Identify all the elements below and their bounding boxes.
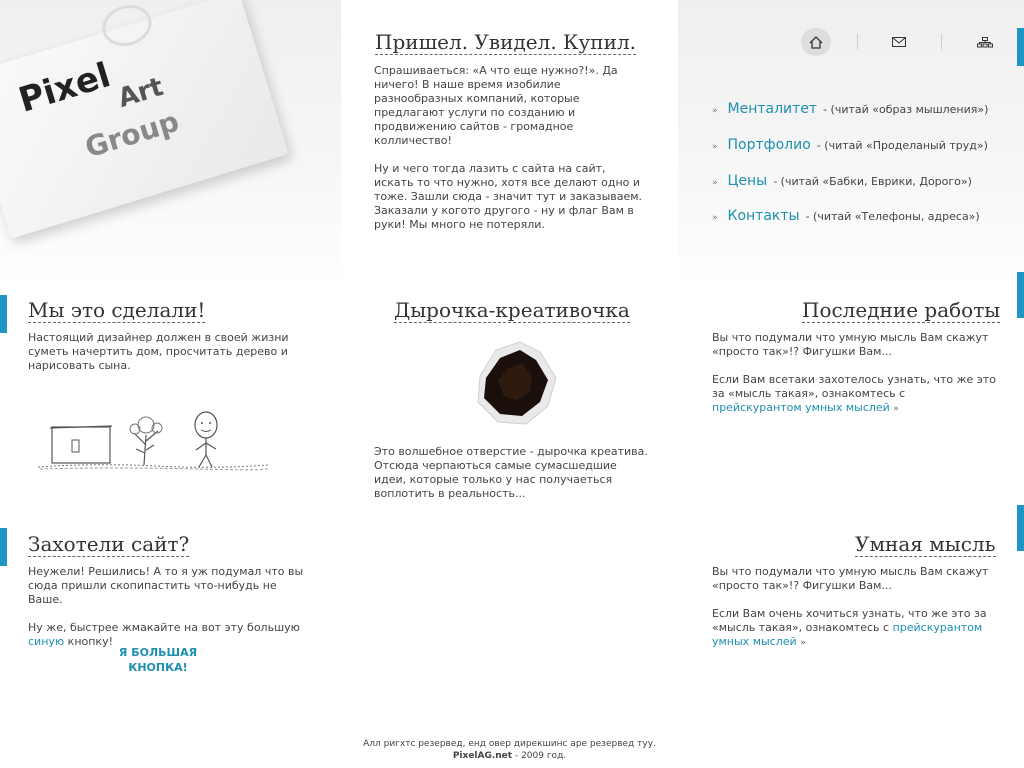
nav-note: - (читай «Телефоны, адреса») (805, 210, 980, 223)
accent-bar (0, 295, 7, 333)
nav-item-portfolio[interactable] (712, 137, 988, 153)
double-chevron-icon: » (712, 178, 718, 188)
icon-separator (857, 34, 858, 50)
want-paragraph: Неужели! Решились! А то я уж подумал что вы сюда пришли скопипастить что-нибудь не Ваше. (28, 565, 304, 606)
made-text: Настоящий дизайнер должен в своей жизни суметь начертить дом, просчитать дерево и нарисовать сына. (28, 331, 289, 372)
nav-note: - (читай «Бабки, Еврики, Дорого») (773, 175, 972, 188)
latest-text (712, 331, 997, 430)
creative-hole-image[interactable] (468, 336, 563, 431)
nav-note: - (читай «Проделаный труд») (816, 139, 988, 152)
logo-text-art: Art (114, 72, 167, 114)
smart-text-pre: Если Вам очень хочиться узнать, что же это за «мысль такая», ознакомтесь с (712, 607, 987, 634)
sitemap-icon[interactable] (970, 28, 1000, 56)
double-chevron-icon: » (712, 142, 718, 152)
price-list-link[interactable]: прейскурантом умных мыслей (712, 621, 983, 648)
want-title: Захотели сайт? (28, 532, 190, 556)
big-button-line: Я БОЛЬШАЯ (118, 646, 198, 659)
mail-icon[interactable] (884, 28, 914, 56)
nav-item-prices[interactable] (712, 173, 972, 189)
double-chevron-icon: » (712, 106, 718, 116)
house-tree-son-illustration (36, 405, 271, 480)
accent-bar (0, 528, 7, 566)
logo-text-pixel: Pixel (14, 55, 116, 121)
nav-item-contacts[interactable] (712, 208, 980, 224)
latest-text-pre: Если Вам всетаки захотелось узнать, что же это за «мысль такая», ознакомтесь с (712, 373, 996, 400)
footer-rights: Алл ригхтс резервед, енд овер дирекшинс аре резервед туу. (363, 739, 656, 749)
intro-paragraph: Спрашиваеться: «А что еще нужно?!». Да ничего! В наше время изобилие разнообразных компаний, которые предлагают услуги по созданию и продвижению сайтов - громадное колличество! (374, 64, 618, 147)
nav-note: - (читай «образ мышления») (823, 103, 989, 116)
intro-title: Пришел. Увидел. Купил. (375, 30, 637, 54)
accent-bar (1017, 272, 1024, 318)
hole-title: Дырочка-креативочка (394, 298, 630, 322)
want-text-pre: Ну же, быстрее жмакайте на вот эту большую (28, 621, 300, 634)
nav-link-label[interactable]: Менталитет (727, 101, 818, 117)
hole-text: Это волшебное отверстие - дырочка креатива. Отсюда черпаються самые сумасшедшие идеи, которые только у нас получаеться воплотить в реальность... (374, 445, 648, 500)
accent-bar (1017, 505, 1024, 551)
footer (341, 738, 678, 762)
big-order-button[interactable] (108, 645, 208, 675)
footer-year: - 2009 год. (512, 751, 567, 761)
icon-separator (941, 34, 942, 50)
home-icon[interactable] (801, 28, 831, 56)
nav-link-label[interactable]: Портфолио (727, 137, 811, 153)
made-title: Мы это сделали! (28, 298, 206, 322)
big-button-line: КНОПКА! (128, 661, 188, 674)
want-text-post: кнопку! (64, 635, 113, 648)
intro-paragraph: Ну и чего тогда лазить с сайта на сайт, искать то что нужно, хотя все делают одно и тоже. Зашли сюда - значит тут и заказываем. Заказали у когото другого - ну и флаг Вам в руки! Мы много не потеряли. (374, 162, 643, 231)
nav-item-mentality[interactable] (712, 101, 988, 117)
smart-title: Умная мысль (855, 532, 996, 556)
accent-bar (1017, 28, 1024, 66)
double-chevron-icon: » (800, 638, 806, 648)
footer-brand: PixelAG.net (452, 751, 513, 761)
intro-text (374, 64, 646, 246)
nav-link-label[interactable]: Цены (727, 173, 768, 189)
double-chevron-icon: » (893, 404, 899, 414)
latest-paragraph: Вы что подумали что умную мысль Вам скажут «просто так»!? Фигушки Вам... (712, 331, 989, 358)
smart-text (712, 565, 997, 664)
footer-copyright (341, 750, 678, 762)
latest-title: Последние работы (802, 298, 1001, 322)
blue-link[interactable]: синую (28, 635, 65, 648)
price-list-link[interactable]: прейскурантом умных мыслей (712, 401, 890, 414)
smart-paragraph (712, 607, 997, 650)
smart-paragraph: Вы что подумали что умную мысль Вам скажут «просто так»!? Фигушки Вам... (712, 565, 989, 592)
nav-link-label[interactable]: Контакты (727, 208, 800, 224)
double-chevron-icon: » (712, 213, 718, 223)
logo-text-group: Group (81, 104, 183, 165)
latest-paragraph (712, 373, 997, 416)
